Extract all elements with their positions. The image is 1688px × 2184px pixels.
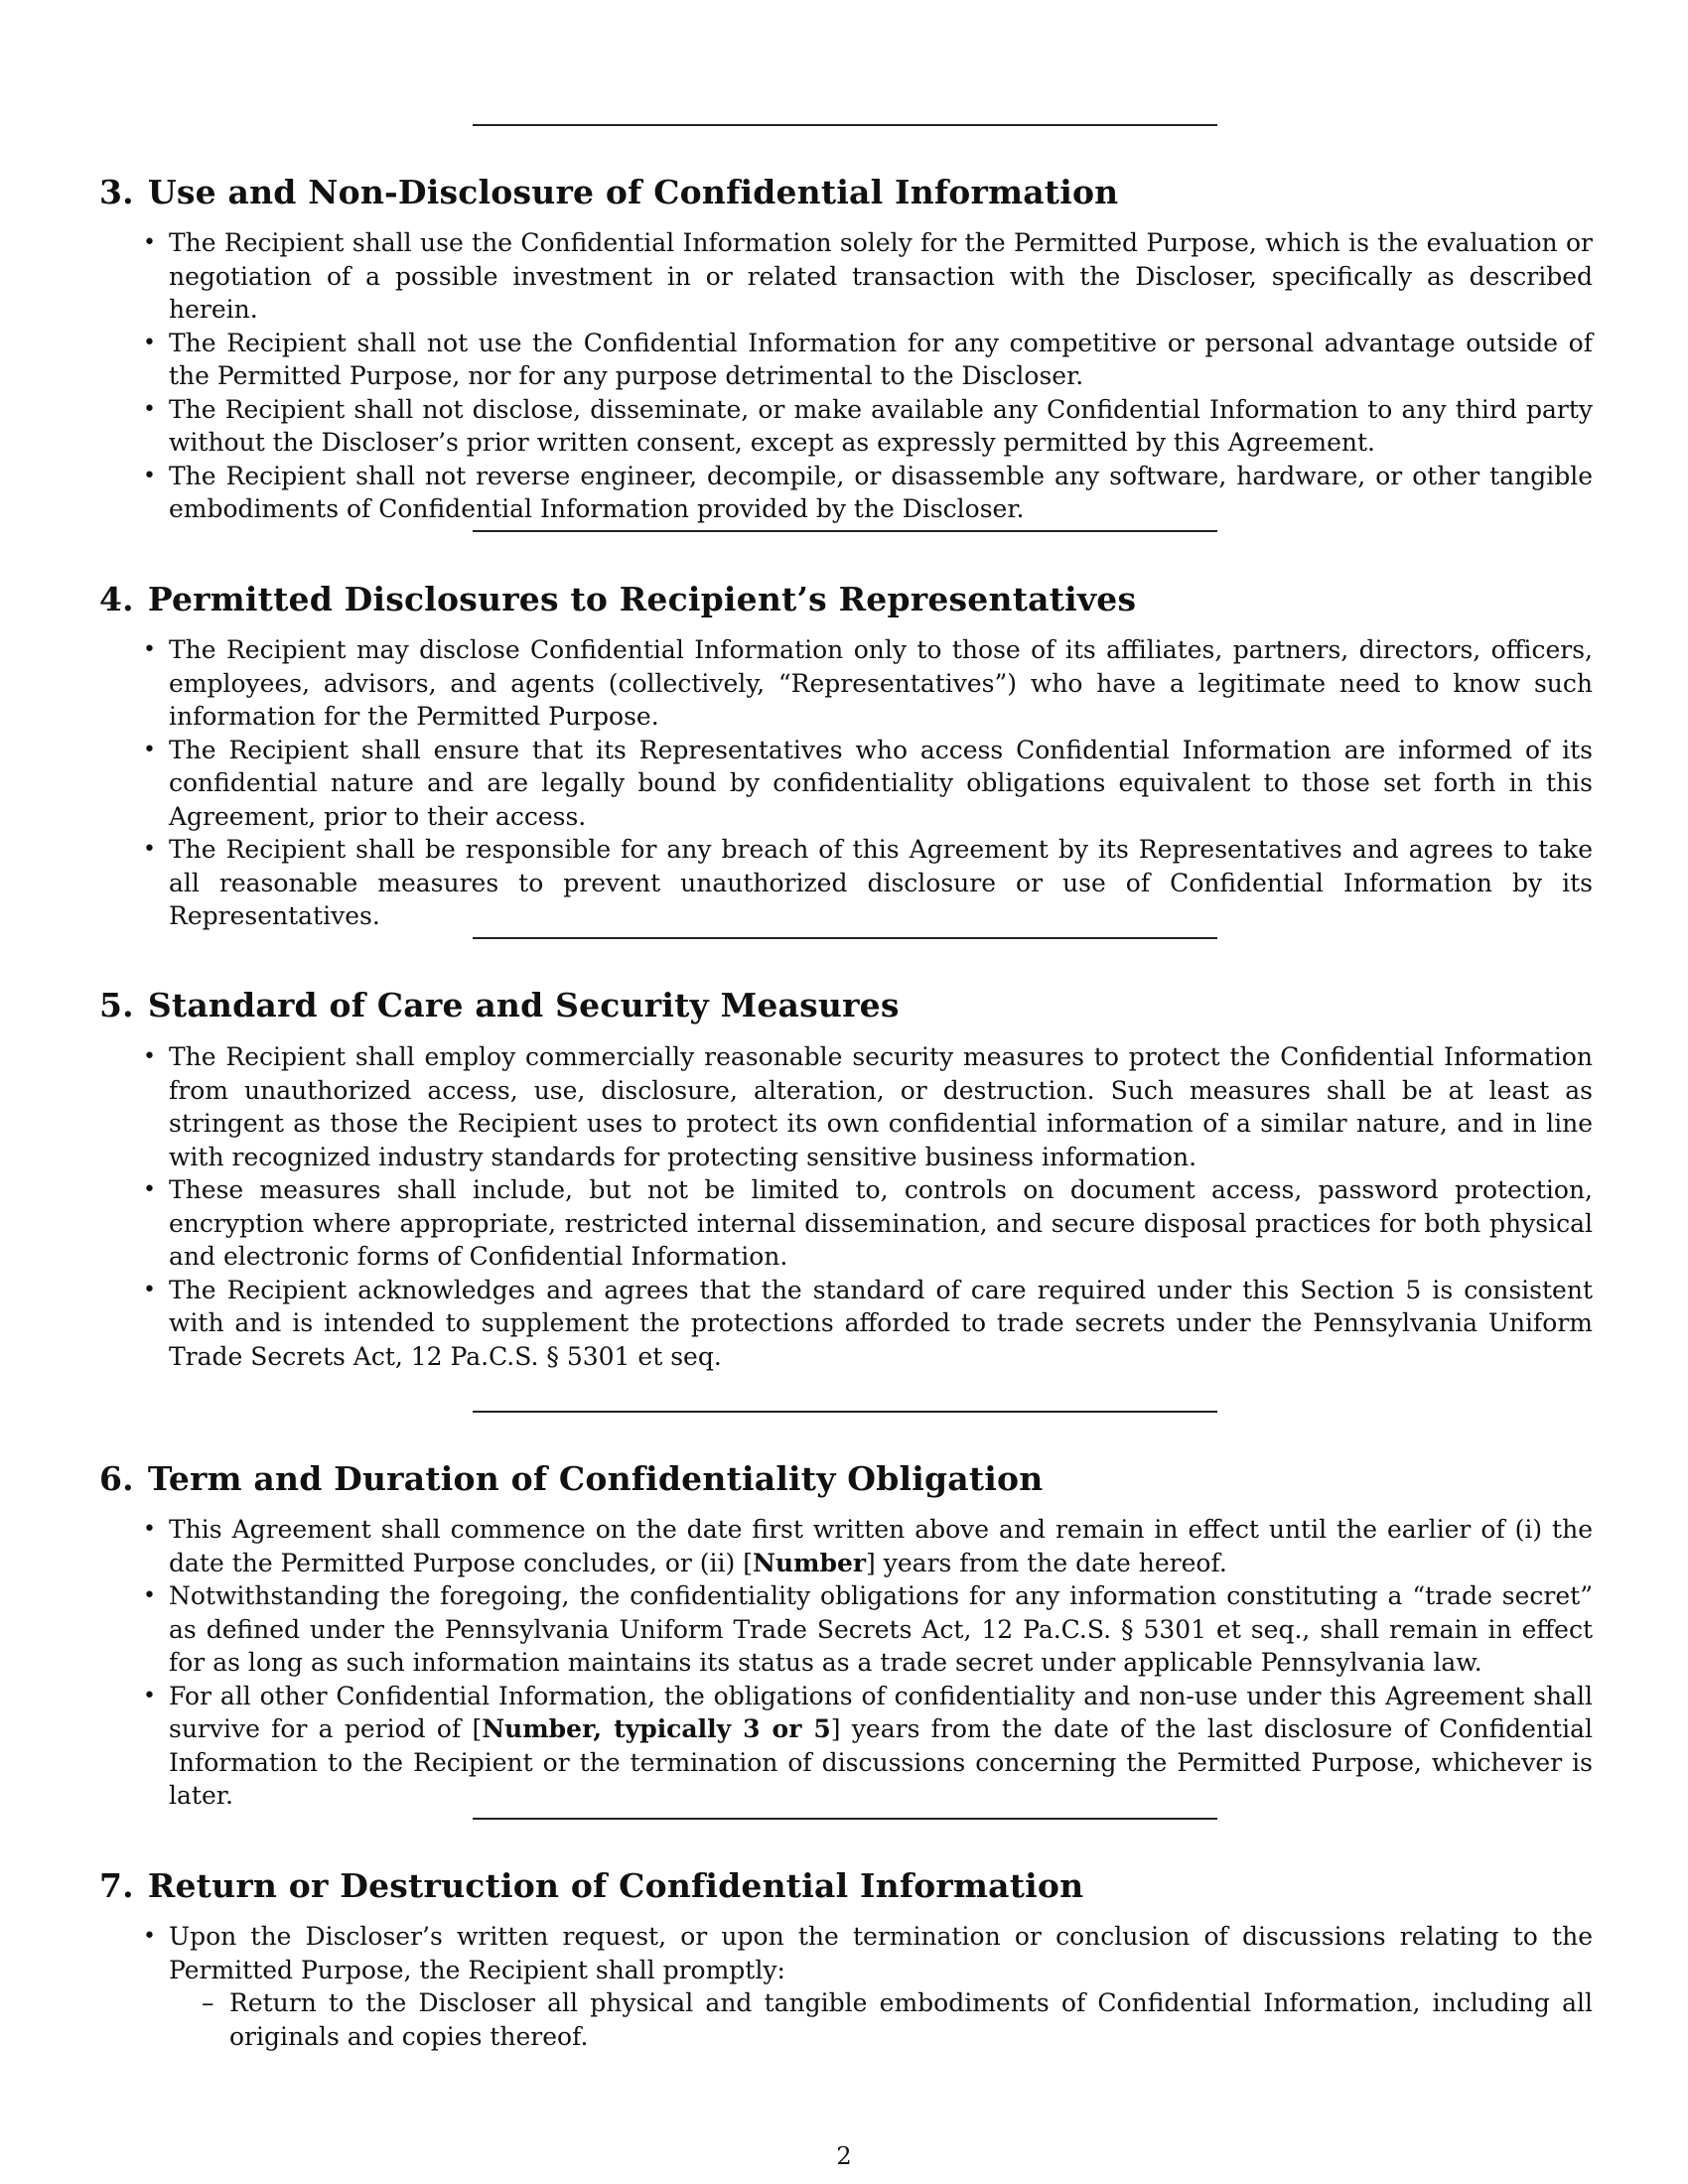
section-number: 3. xyxy=(99,173,134,211)
item-text: ] years from the date of the last disclosure of Confidential Information to the Recipient or the termination of discussions concerning the Permitted Purpose, whichever is later. xyxy=(169,1714,1594,1810)
section-number: 4. xyxy=(99,580,134,618)
section-number: 7. xyxy=(99,1866,134,1905)
section-3-list xyxy=(169,226,1593,526)
section-number: 5. xyxy=(99,986,134,1024)
list-item: • The Recipient shall employ commercially reasonable security measures to protect the Confidential Information from unauthorized access, use, disclosure, alteration, or destruction. Such measures shall be at least as stringent as those the Recipient uses to protect its own confidential information of a similar nature, and in line with recognized industry standards for protecting sensitive business information. xyxy=(169,1040,1593,1173)
list-item xyxy=(169,1920,1593,2053)
item-text: Upon the Discloser’s written request, or upon the termination or conclusion of discussions relating to the Permitted Purpose, the Recipient shall promptly: xyxy=(169,1922,1593,1984)
section-divider xyxy=(473,1411,1217,1413)
section-title: Standard of Care and Security Measures xyxy=(147,986,900,1024)
list-item: • The Recipient shall not disclose, disseminate, or make available any Confidential Information to any third party without the Discloser’s prior written consent, except as expressly permitted by this Agreement. xyxy=(169,393,1593,460)
list-item: • The Recipient acknowledges and agrees that the standard of care required under this Section 5 is consistent with and is intended to supplement the protections afforded to trade secrets under the Pennsylvania Uniform Trade Secrets Act, 12 Pa.C.S. § 5301 et seq. xyxy=(169,1274,1593,1374)
section-divider xyxy=(473,937,1217,939)
item-text: For all other Confidential Information, the obligations of confidentiality and non-use under this Agreement shall survive for a period of [ xyxy=(169,1681,1593,1743)
section-title: Permitted Disclosures to Recipient’s Representatives xyxy=(147,580,1137,618)
list-item xyxy=(169,1513,1593,1579)
list-item xyxy=(169,1680,1593,1813)
sub-list xyxy=(169,1986,1593,2053)
section-3-heading xyxy=(99,173,1118,211)
section-4-list xyxy=(169,633,1593,933)
section-4-heading xyxy=(99,580,1136,618)
list-item: • The Recipient shall use the Confidential Information solely for the Permitted Purpose, which is the evaluation or negotiation of a possible investment in or related transaction with the Discloser, specifically as described herein. xyxy=(169,226,1593,327)
list-item: • The Recipient shall not use the Confidential Information for any competitive or personal advantage outside of the Permitted Purpose, nor for any purpose detrimental to the Discloser. xyxy=(169,327,1593,393)
section-5-heading xyxy=(99,986,900,1024)
section-title: Term and Duration of Confidentiality Obligation xyxy=(147,1459,1044,1498)
list-item: • The Recipient shall be responsible for any breach of this Agreement by its Representatives and agrees to take all reasonable measures to prevent unauthorized disclosure or use of Confidential Information by its Representatives. xyxy=(169,833,1593,933)
section-number: 6. xyxy=(99,1459,134,1498)
list-item: • The Recipient may disclose Confidential Information only to those of its affiliates, partners, directors, officers, employees, advisors, and agents (collectively, “Representatives”) who have a legitimate need to know such information for the Permitted Purpose. xyxy=(169,633,1593,734)
section-title: Use and Non-Disclosure of Confidential Information xyxy=(147,173,1119,211)
placeholder-number: Number, typically 3 or 5 xyxy=(482,1714,831,1743)
sub-list-item: – Return to the Discloser all physical and tangible embodiments of Confidential Information, including all originals and copies thereof. xyxy=(229,1986,1593,2053)
page-number: 2 xyxy=(836,2142,852,2170)
section-5-list xyxy=(169,1040,1593,1373)
section-7-list xyxy=(169,1920,1593,2053)
section-title: Return or Destruction of Confidential Information xyxy=(147,1866,1084,1905)
section-6-list xyxy=(169,1513,1593,1813)
section-divider xyxy=(473,530,1217,532)
list-item: • The Recipient shall ensure that its Representatives who access Confidential Information are informed of its confidential nature and are legally bound by confidentiality obligations equivalent to those set forth in this Agreement, prior to their access. xyxy=(169,734,1593,834)
item-text: ] years from the date hereof. xyxy=(866,1548,1227,1577)
list-item: • These measures shall include, but not be limited to, controls on document access, password protection, encryption where appropriate, restricted internal dissemination, and secure disposal practices for both physical and electronic forms of Confidential Information. xyxy=(169,1173,1593,1274)
list-item: • The Recipient shall not reverse engineer, decompile, or disassemble any software, hardware, or other tangible embodiments of Confidential Information provided by the Discloser. xyxy=(169,460,1593,526)
list-item: • Notwithstanding the foregoing, the confidentiality obligations for any information constituting a “trade secret” as defined under the Pennsylvania Uniform Trade Secrets Act, 12 Pa.C.S. § 5301 et seq., shall remain in effect for as long as such information maintains its status as a trade secret under applicable Pennsylvania law. xyxy=(169,1579,1593,1680)
section-divider xyxy=(473,124,1217,126)
item-text: This Agreement shall commence on the date first written above and remain in effect until the earlier of (i) the date the Permitted Purpose concludes, or (ii) [ xyxy=(169,1515,1593,1577)
section-6-heading xyxy=(99,1459,1043,1498)
section-7-heading xyxy=(99,1866,1083,1905)
placeholder-number: Number xyxy=(753,1548,867,1577)
section-divider xyxy=(473,1818,1217,1820)
